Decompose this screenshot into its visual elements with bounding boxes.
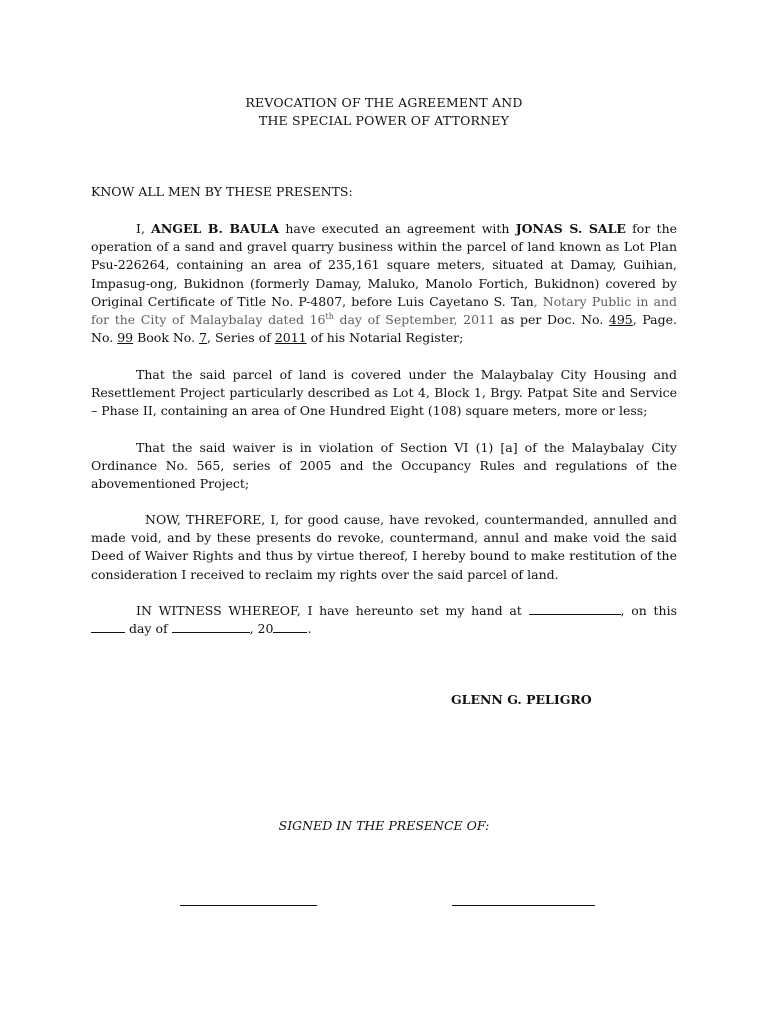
text: , Series of: [207, 330, 275, 346]
book-number: 7: [199, 330, 208, 346]
signer-name: GLENN G. PELIGRO: [451, 692, 592, 707]
text: , Page. No.: [91, 312, 677, 346]
year-blank: [273, 621, 307, 633]
paragraph-violation: That the said waiver is in violation of Section VI (1) [a] of the Malaybalay City Ordinance No. 565, series of 2005 and the Occupancy Rules and regulations of the abovementioned Project;: [91, 440, 677, 492]
notary-text: , Notary Public in and for the City of Malaybalay dated 16: [91, 293, 677, 328]
document-title-line-1: REVOCATION OF THE AGREEMENT AND: [245, 95, 523, 110]
text: day of: [125, 621, 172, 637]
opening-line: KNOW ALL MEN BY THESE PRESENTS:: [91, 184, 353, 199]
text: for the operation of a sand and gravel quarry business within the parcel of land known as Lot Plan Psu-226264, containing an area of 235,161 square meters, situated at Damay, Guihian, Impasug-ong, Bukidnon (formerly Damay, Maluko, Manolo Fortich, Bukidnon) covered by Original Certificate of Title No. P-4807, before Luis Cayetano S. Tan: [91, 221, 678, 309]
paragraph-witness: [91, 602, 677, 638]
paragraph-revocation: NOW, THREFORE, I, for good cause, have revoked, countermanded, annulled and made void, and by these presents do revoke, countermand, annul and make void the said Deed of Waiver Rights and thus by virtue thereof, I hereby bound to make restitution of the consideration I received to reclaim my rights over the said parcel of land.: [91, 512, 677, 582]
paragraph-land-description: That the said parcel of land is covered under the Malaybalay City Housing and Resettlement Project particularly described as Lot 4, Block 1, Brgy. Patpat Site and Service – Phase II, containing an area of One Hundred Eight (108) square meters, more or less;: [91, 367, 677, 419]
text: Book No.: [133, 330, 200, 346]
text: as per Doc. No.: [494, 312, 609, 328]
page-number: 99: [117, 330, 134, 346]
text: , on this: [620, 603, 677, 618]
place-blank: [529, 603, 621, 615]
party-name-baula: ANGEL B. BAULA: [151, 221, 280, 236]
text: .: [307, 621, 312, 637]
day-blank: [91, 621, 125, 633]
paragraph-agreement: [91, 220, 677, 347]
text: , 20: [249, 621, 274, 637]
witness-signature-line-2: [452, 905, 595, 906]
text: I,: [136, 221, 152, 236]
notary-date: day of September, 2011: [333, 312, 495, 328]
text: of his Notarial Register;: [306, 330, 464, 346]
text: IN WITNESS WHEREOF, I have hereunto set my hand at: [136, 603, 529, 618]
month-blank: [172, 621, 250, 633]
series-number: 2011: [274, 330, 307, 346]
signed-in-presence-heading: SIGNED IN THE PRESENCE OF:: [278, 818, 490, 833]
party-name-sale: JONAS S. SALE: [515, 221, 626, 236]
ordinal-suffix: th: [325, 311, 334, 321]
document-title-line-2: THE SPECIAL POWER OF ATTORNEY: [258, 113, 510, 128]
witness-signature-line-1: [180, 905, 317, 906]
text: have executed an agreement with: [279, 221, 516, 236]
doc-number: 495: [608, 312, 633, 328]
